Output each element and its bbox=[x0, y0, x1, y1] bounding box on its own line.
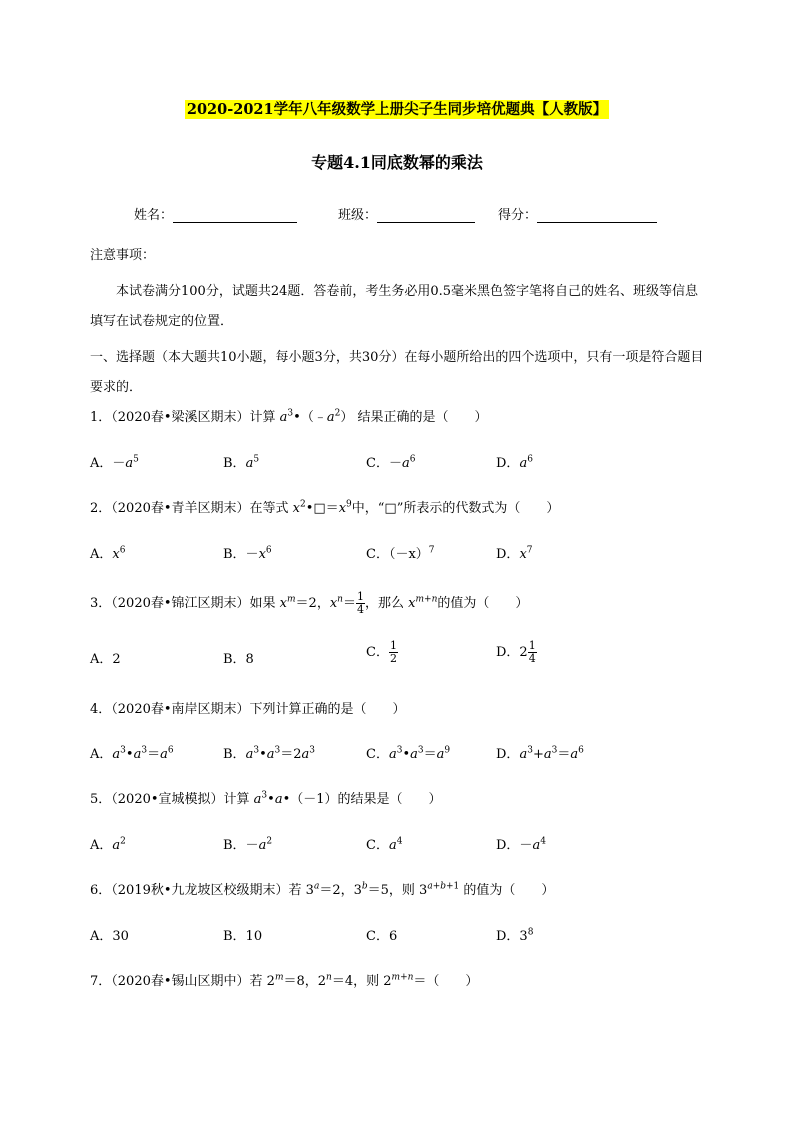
question-5: 5．（2020•宣城模拟）计算 $a^3•a•(-1)$的结果是（ ） bbox=[90, 790, 442, 807]
option-a[interactable]: A．2 bbox=[90, 652, 121, 667]
option-a[interactable]: A．$x^6$ bbox=[90, 545, 126, 562]
question-1-options bbox=[90, 452, 710, 472]
option-b[interactable]: B．10 bbox=[223, 929, 263, 944]
option-d[interactable]: D．$-a^4$ bbox=[496, 836, 546, 853]
option-b[interactable]: B．$-x^6$ bbox=[223, 545, 272, 562]
option-b[interactable]: B．$a^5$ bbox=[223, 454, 260, 471]
page-title: 专题4.1同底数幂的乘法 bbox=[311, 153, 483, 172]
name-label: 姓名： bbox=[134, 208, 174, 223]
question-4-options bbox=[90, 743, 710, 763]
question-6: 6．（2019秋•九龙坡区校级期末）若 $3^a=2$，$3^b=5$，则 $3^{a+b+1}$ 的值为（ ） bbox=[90, 881, 555, 898]
question-6-options bbox=[90, 925, 710, 945]
option-d[interactable]: D．$a^6$ bbox=[496, 454, 533, 471]
option-a[interactable]: A．$a^3•a^3=a^6$ bbox=[90, 745, 174, 762]
option-d[interactable]: D．2 $\frac{1}{4}$ bbox=[496, 639, 536, 665]
question-5-options bbox=[90, 834, 710, 854]
notes-body: 本试卷满分100分，试题共24题．答卷前，考生务必用0.5毫米黑色签字笔将自己的姓名、班级等信息填写在试卷规定的位置． bbox=[90, 284, 699, 329]
question-2-options bbox=[90, 543, 710, 563]
score-field[interactable] bbox=[498, 204, 657, 223]
option-a[interactable]: A．$-a^5$ bbox=[90, 454, 139, 471]
question-3-options bbox=[90, 639, 710, 668]
question-7: 7．（2020春•锡山区期中）若 $2^m=8$，$2^n=4$，则 $2^{m+n}=$（ ） bbox=[90, 972, 479, 989]
option-c[interactable]: C．$-a^6$ bbox=[366, 454, 416, 471]
option-d[interactable]: D．$x^7$ bbox=[496, 545, 533, 562]
option-a[interactable]: A．30 bbox=[90, 929, 129, 944]
option-b[interactable]: B．$-a^2$ bbox=[223, 836, 273, 853]
class-blank[interactable] bbox=[377, 208, 475, 223]
option-a[interactable]: A．$a^2$ bbox=[90, 836, 126, 853]
banner-text: 2020-2021学年八年级数学上册尖子生同步培优题典【人教版】 bbox=[186, 101, 608, 118]
question-4: 4．（2020春•南岸区期末）下列计算正确的是（ ） bbox=[90, 702, 406, 717]
score-label: 得分： bbox=[498, 208, 538, 223]
option-d[interactable]: D．$a^3+a^3=a^6$ bbox=[496, 745, 584, 762]
name-field[interactable] bbox=[134, 204, 297, 223]
option-c[interactable]: C．$a^3•a^3=a^9$ bbox=[366, 745, 451, 762]
option-b[interactable]: B．$a^3•a^3=2a^3$ bbox=[223, 745, 316, 762]
fraction-one-quarter: $\frac{1}{4}$ bbox=[356, 590, 364, 616]
score-blank[interactable] bbox=[537, 208, 657, 223]
option-c[interactable]: C．6 bbox=[366, 929, 398, 944]
question-1: 1．（2020春•梁溪区期末）计算 $a^3•(﹣a^2)$ 结果正确的是（ ） bbox=[90, 408, 488, 425]
question-2: 2．（2020春•青羊区期末）在等式 $x^2•□=x^9$中，“□”所表示的代数式为（ ） bbox=[90, 499, 560, 516]
banner bbox=[0, 98, 794, 119]
question-3: 3．（2020春•锦江区期末）如果 $x^m=2$，$x^n=$ $\frac{1}{4}$ ，那么 $x^{m+n}$的值为（ ） bbox=[90, 590, 529, 616]
notes-title: 注意事项： bbox=[90, 248, 156, 263]
option-d[interactable]: D．$3^8$ bbox=[496, 927, 534, 944]
name-blank[interactable] bbox=[173, 208, 297, 223]
option-c[interactable]: C． $\frac{1}{2}$ bbox=[366, 639, 397, 665]
option-c[interactable]: C．$a^4$ bbox=[366, 836, 403, 853]
option-c[interactable]: C．$(-x)^7$ bbox=[366, 545, 435, 562]
section-heading: 一、选择题（本大题共10小题，每小题3分，共30分）在每小题所给出的四个选项中，只有一项是符合题目要求的． bbox=[90, 350, 704, 395]
class-field[interactable] bbox=[338, 204, 475, 223]
class-label: 班级： bbox=[338, 208, 378, 223]
option-b[interactable]: B．8 bbox=[223, 652, 254, 667]
